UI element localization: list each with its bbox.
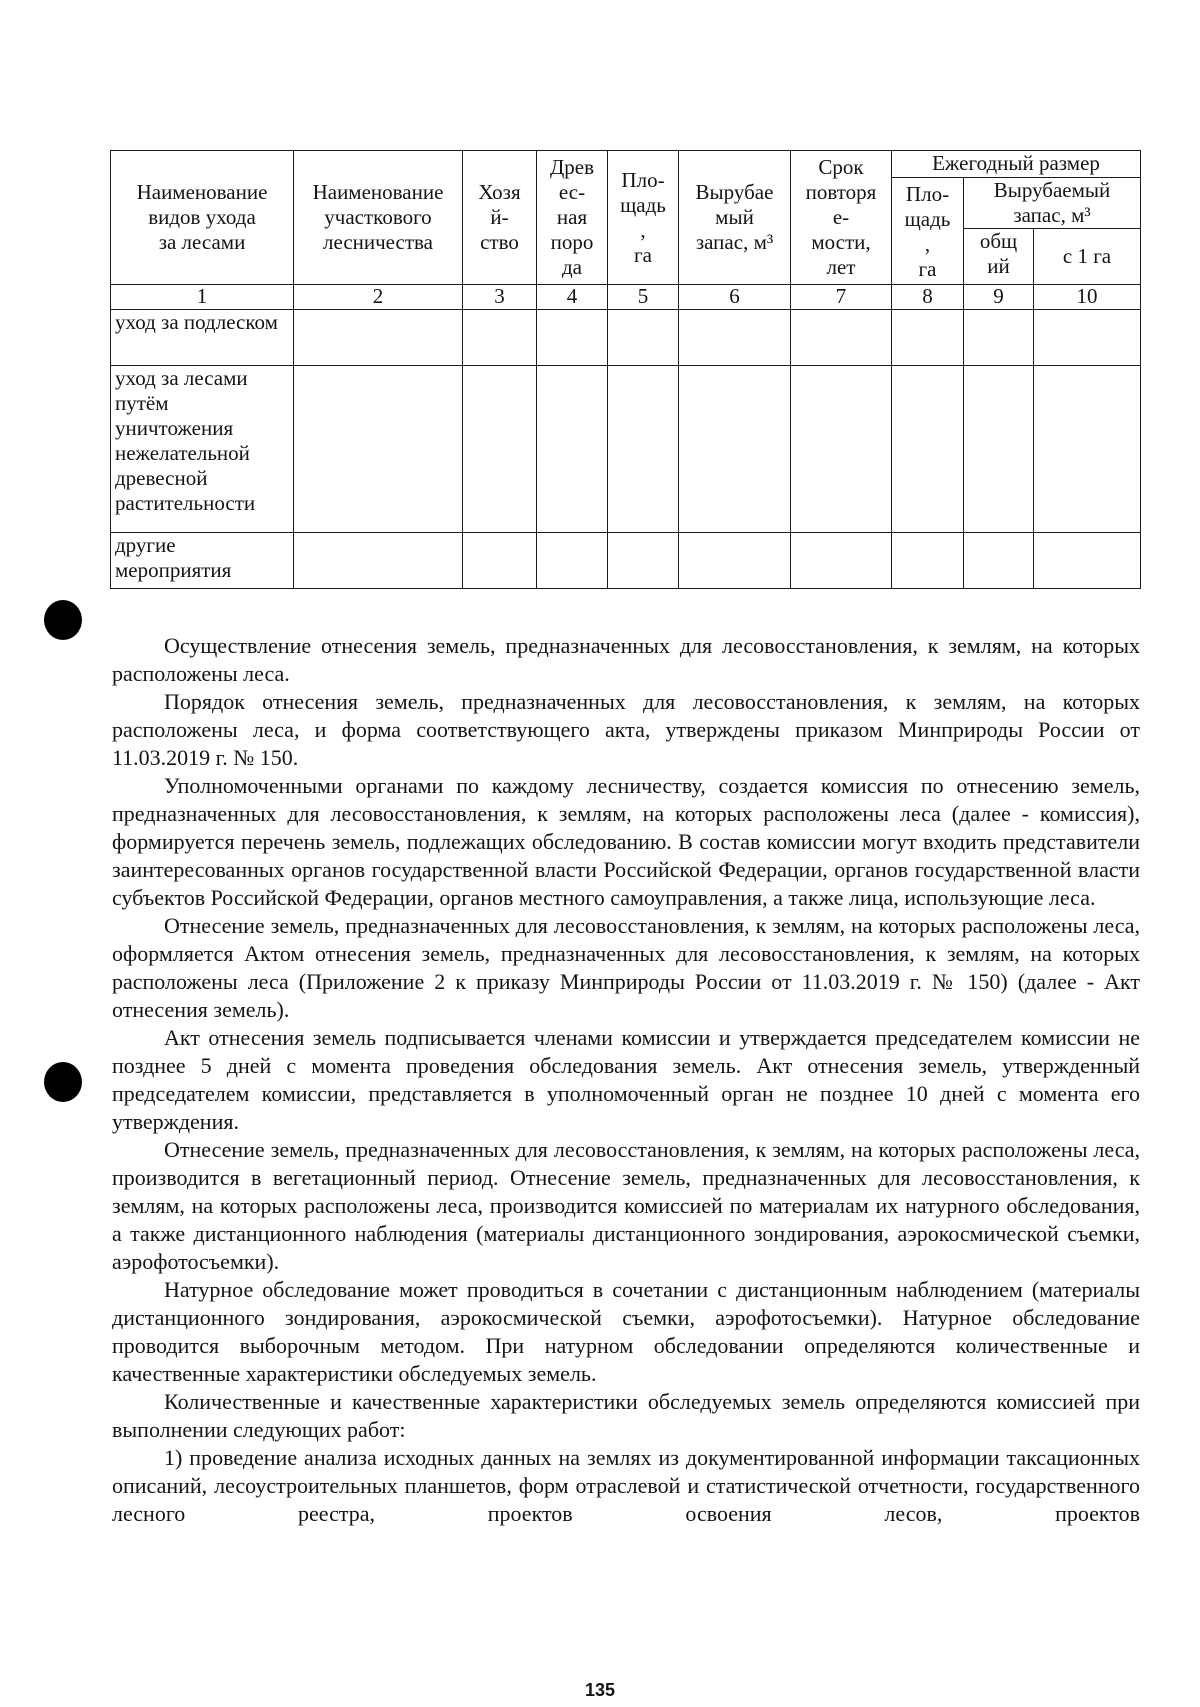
table-cell <box>1034 533 1141 589</box>
paragraph: 1) проведение анализа исходных данных на землях из документированной информации таксационных описаний, лесоустроительных планшетов, форм отраслевой и статистической отчетности, государственного лесного реестра, проектов освоения лесов, проектов <box>112 1445 1140 1526</box>
table-cell <box>892 310 964 366</box>
table-cell <box>964 533 1034 589</box>
column-number: 3 <box>463 285 537 310</box>
table-cell <box>294 533 463 589</box>
table-cell <box>892 366 964 533</box>
table-cell <box>294 310 463 366</box>
page-number: 135 <box>584 1680 616 1700</box>
row-name: уход за лесами путём уничтожения нежелательной древесной растительности <box>111 366 294 533</box>
paragraph: Порядок отнесения земель, предназначенных для лесовосстановления, к землям, на которых расположены леса, и форма соответствующего акта, утверждены приказом Минприроды России от 11.03.2019 г. № 150. <box>112 689 1140 770</box>
paragraph: Уполномоченными органами по каждому лесничеству, создается комиссия по отнесению земель, предназначенных для лесовосстановления, к землям, на которых расположены леса (далее - комиссия), формируется перечень земель, подлежащих обследованию. В состав комиссии могут входить представители заинтересованных органов государственной власти Российской Федерации, органов государственной власти субъектов Российской Федерации, органов местного самоуправления, а также лица, использующие леса. <box>112 773 1140 910</box>
header-col-2: Наименование участкового лесничества <box>294 151 463 285</box>
punch-hole <box>44 600 82 640</box>
table-cell <box>964 366 1034 533</box>
table-row <box>111 310 1141 366</box>
header-col-4: Древ ес- ная поро да <box>537 151 608 285</box>
header-col-3: Хозя й- ство <box>463 151 537 285</box>
punch-hole <box>44 1062 82 1102</box>
header-col-10: с 1 га <box>1034 229 1141 285</box>
column-number: 5 <box>608 285 679 310</box>
table-row <box>111 366 1141 533</box>
column-number: 8 <box>892 285 964 310</box>
table-cell <box>679 366 791 533</box>
column-number: 2 <box>294 285 463 310</box>
table-cell <box>463 310 537 366</box>
header-annual-group: Ежегодный размер <box>892 151 1141 178</box>
table-cell <box>1034 366 1141 533</box>
column-number: 9 <box>964 285 1034 310</box>
header-col-5: Пло- щадь , га <box>608 151 679 285</box>
table-cell <box>679 310 791 366</box>
column-number: 4 <box>537 285 608 310</box>
table-cell <box>608 366 679 533</box>
column-number: 10 <box>1034 285 1141 310</box>
forest-care-table <box>110 150 1141 589</box>
table-cell <box>791 366 892 533</box>
column-number: 1 <box>111 285 294 310</box>
paragraph: Отнесение земель, предназначенных для лесовосстановления, к землям, на которых расположены леса, производится в вегетационный период. Отнесение земель, предназначенных для лесовосстановления, к землям, на которых расположены леса, производится комиссией по материалам их натурного обследования, а также дистанционного наблюдения (материалы дистанционного зондирования, аэрокосмической съемки, аэрофотосъемки). <box>112 1137 1140 1274</box>
paragraph: Осуществление отнесения земель, предназначенных для лесовосстановления, к землям, на которых расположены леса. <box>112 633 1140 686</box>
header-col-7: Срок повторя е- мости, лет <box>791 151 892 285</box>
table-cell <box>463 533 537 589</box>
table-cell <box>1034 310 1141 366</box>
header-col-1: Наименование видов ухода за лесами <box>111 151 294 285</box>
row-name: другие мероприятия <box>111 533 294 589</box>
table-cell <box>537 366 608 533</box>
column-number: 7 <box>791 285 892 310</box>
table-cell <box>964 310 1034 366</box>
paragraph: Акт отнесения земель подписывается членами комиссии и утверждается председателем комиссии не позднее 5 дней с момента проведения обследования земель. Акт отнесения земель, утвержденный председателем комиссии, представляется в уполномоченный орган не позднее 10 дней с момента его утверждения. <box>112 1025 1140 1134</box>
paragraph: Натурное обследование может проводиться в сочетании с дистанционным наблюдением (материалы дистанционного зондирования, аэрокосмической съемки, аэрофотосъемки). Натурное обследование проводится выборочным методом. При натурном обследовании определяются количественные и качественные характеристики обследуемых земель. <box>112 1277 1140 1386</box>
table-cell <box>537 310 608 366</box>
table-cell <box>791 310 892 366</box>
table-row <box>111 533 1141 589</box>
row-name: уход за подлеском <box>111 310 294 366</box>
table-cell <box>294 366 463 533</box>
table-cell <box>791 533 892 589</box>
table-cell <box>608 533 679 589</box>
table-cell <box>679 533 791 589</box>
column-number: 6 <box>679 285 791 310</box>
table-cell <box>537 533 608 589</box>
header-col-8: Пло- щадь , га <box>892 178 964 285</box>
table-cell <box>892 533 964 589</box>
header-col-9: общ ий <box>964 229 1034 285</box>
header-col-6: Вырубае мый запас, м³ <box>679 151 791 285</box>
table-cell <box>463 366 537 533</box>
paragraph: Количественные и качественные характеристики обследуемых земель определяются комиссией при выполнении следующих работ: <box>112 1389 1140 1442</box>
table-cell <box>608 310 679 366</box>
paragraph: Отнесение земель, предназначенных для лесовосстановления, к землям, на которых расположены леса, оформляется Актом отнесения земель, предназначенных для лесовосстановления, к землям, на которых расположены леса (Приложение 2 к приказу Минприроды России от 11.03.2019 г. № 150) (далее - Акт отнесения земель). <box>112 913 1140 1022</box>
header-harvest-subgroup: Вырубаемый запас, м³ <box>964 178 1141 229</box>
body-text <box>112 632 1140 1528</box>
